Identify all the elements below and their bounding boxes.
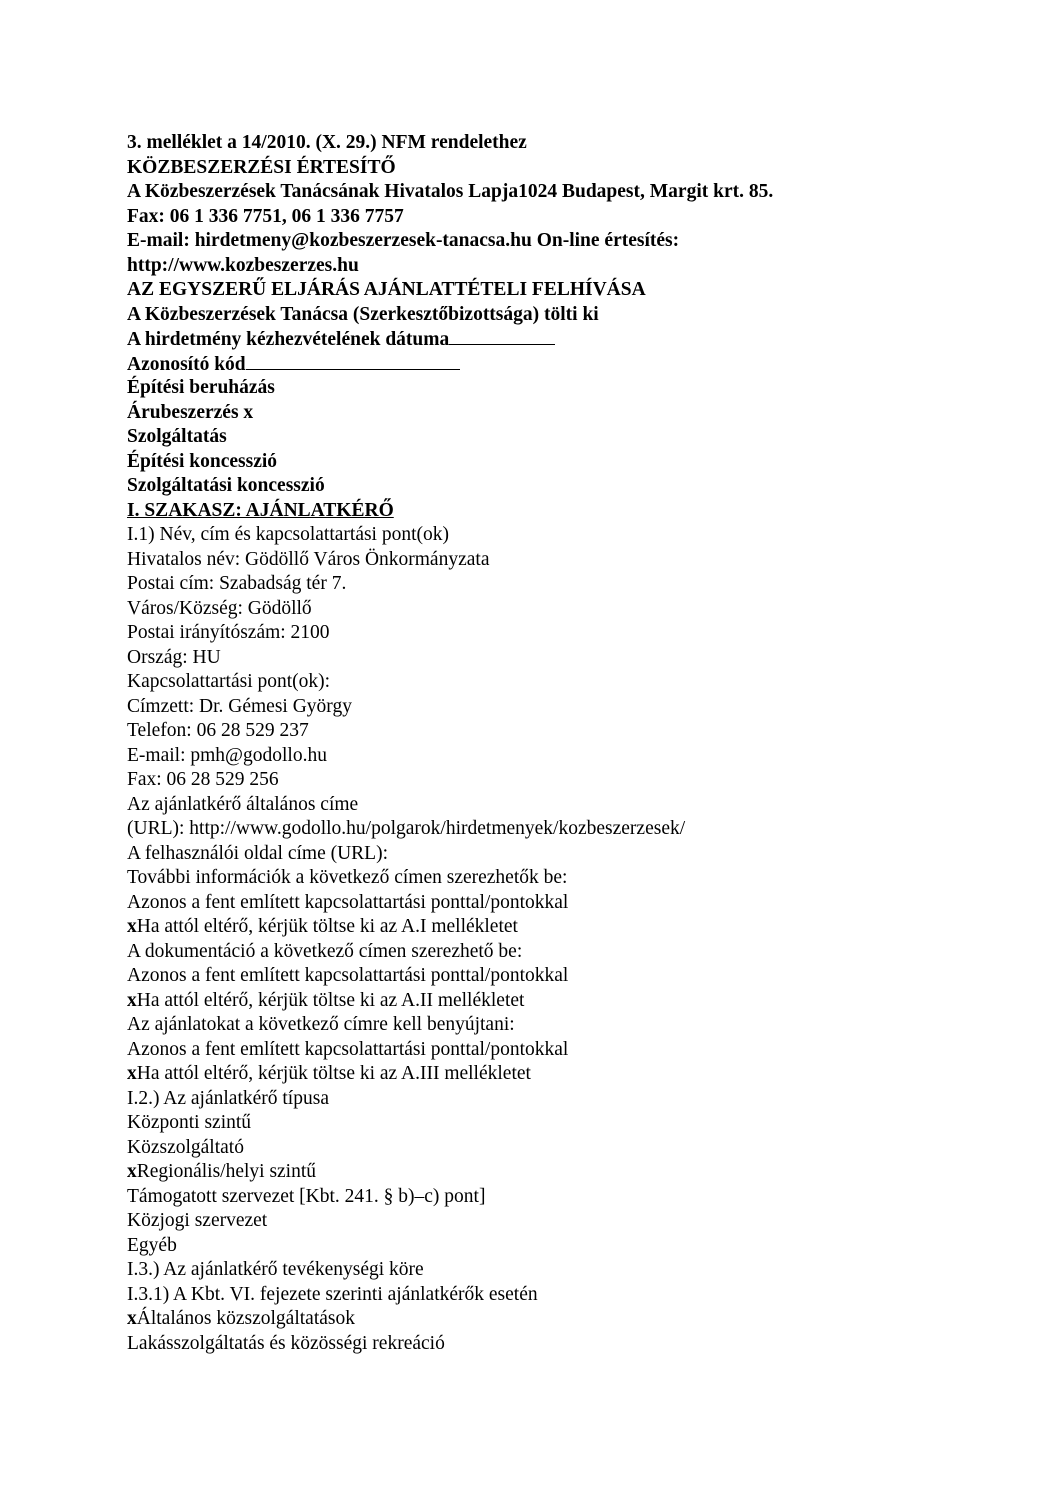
journal-fax: Fax: 06 1 336 7751, 06 1 336 7757 xyxy=(127,205,404,227)
section-line: Azonos a fent említett kapcsolattartási ponttal/pontokkal xyxy=(127,891,569,913)
type-option-label: Regionális/helyi szintű xyxy=(136,1161,317,1182)
type-option: Egyéb xyxy=(127,1234,177,1256)
section-line: Ország: HU xyxy=(127,646,221,668)
procurement-type: Szolgáltatási koncesszió xyxy=(127,475,325,496)
type-option: Központi szintű xyxy=(127,1112,252,1133)
type-option: Támogatott szervezet [Kbt. 241. § b)–c) pont] xyxy=(127,1185,486,1207)
notice-title: AZ EGYSZERŰ ELJÁRÁS AJÁNLATTÉTELI FELHÍVÁSA xyxy=(127,279,646,300)
journal-website: http://www.kozbeszerzes.hu xyxy=(127,254,359,276)
journal-subtitle: A Közbeszerzések Tanácsának Hivatalos Lapja1024 Budapest, Margit krt. 85. xyxy=(127,181,774,202)
id-code-row xyxy=(127,352,1007,377)
id-code-blank xyxy=(246,352,460,370)
section-line: Azonos a fent említett kapcsolattartási ponttal/pontokkal xyxy=(127,1038,569,1060)
journal-email: E-mail: hirdetmeny@kozbeszerzesek-tanacsa.hu On-line értesítés: xyxy=(127,230,680,251)
section-line: Azonos a fent említett kapcsolattartási ponttal/pontokkal xyxy=(127,965,569,986)
id-code-label: Azonosító kód xyxy=(127,353,246,375)
submit-other-row xyxy=(127,1062,1007,1087)
info-other-label: Ha attól eltérő, kérjük töltse ki az A.I mellékletet xyxy=(136,916,518,937)
section-line: Címzett: Dr. Gémesi György xyxy=(127,695,352,717)
receipt-date-blank xyxy=(449,327,555,345)
section-line: Az ajánlatokat a következő címre kell benyújtani: xyxy=(127,1014,515,1035)
doc-other-label: Ha attól eltérő, kérjük töltse ki az A.II mellékletet xyxy=(136,989,525,1011)
section-line: A felhasználói oldal címe (URL): xyxy=(127,842,389,864)
journal-title: KÖZBESZERZÉSI ÉRTESÍTŐ xyxy=(127,156,396,178)
section-1-heading: I. SZAKASZ: AJÁNLATKÉRŐ xyxy=(127,499,394,521)
section-line: Telefon: 06 28 529 237 xyxy=(127,720,309,741)
section-line: I.1) Név, cím és kapcsolattartási pont(ok) xyxy=(127,524,450,545)
activity-option: Lakásszolgáltatás és közösségi rekreáció xyxy=(127,1332,445,1354)
section-line: E-mail: pmh@godollo.hu xyxy=(127,744,327,766)
type-option: Közjogi szervezet xyxy=(127,1210,268,1231)
section-line: Város/Község: Gödöllő xyxy=(127,597,312,619)
type-heading: I.2.) Az ajánlatkérő típusa xyxy=(127,1087,329,1109)
type-option-selected xyxy=(127,1160,1007,1185)
section-line: Hivatalos név: Gödöllő Város Önkormányzata xyxy=(127,548,490,570)
checked-mark: x xyxy=(127,1161,137,1182)
receipt-date-label: A hirdetmény kézhezvételének dátuma xyxy=(127,329,450,350)
annex-reference: 3. melléklet a 14/2010. (X. 29.) NFM rendelethez xyxy=(127,132,527,153)
info-other-row xyxy=(127,915,1007,940)
section-line: A dokumentáció a következő címen szerezhető be: xyxy=(127,940,523,962)
section-line: További információk a következő címen szerezhetők be: xyxy=(127,867,568,888)
procurement-type: Építési koncesszió xyxy=(127,450,278,472)
receipt-date-row xyxy=(127,327,1007,352)
activity-option-selected xyxy=(127,1307,1007,1332)
procurement-type: Árubeszerzés x xyxy=(127,401,254,423)
activity-option-label: Általános közszolgáltatások xyxy=(136,1308,355,1329)
filled-by-note: A Közbeszerzések Tanácsa (Szerkesztőbizottsága) tölti ki xyxy=(127,303,599,325)
procurement-type: Építési beruházás xyxy=(127,377,275,398)
activity-subheading: I.3.1) A Kbt. VI. fejezete szerinti ajánlatkérők esetén xyxy=(127,1283,538,1305)
submit-other-label: Ha attól eltérő, kérjük töltse ki az A.III mellékletet xyxy=(136,1063,531,1084)
checked-mark: x xyxy=(127,916,137,937)
section-line: Postai irányítószám: 2100 xyxy=(127,622,330,643)
type-option: Közszolgáltató xyxy=(127,1136,244,1158)
procurement-type: Szolgáltatás xyxy=(127,426,227,447)
document-page xyxy=(127,131,1007,1356)
checked-mark: x xyxy=(127,989,137,1011)
doc-other-row xyxy=(127,989,1007,1014)
checked-mark: x xyxy=(127,1063,137,1084)
section-line: Fax: 06 28 529 256 xyxy=(127,769,279,790)
section-line: Az ajánlatkérő általános címe xyxy=(127,793,359,815)
activity-heading: I.3.) Az ajánlatkérő tevékenységi köre xyxy=(127,1259,424,1280)
checked-mark: x xyxy=(127,1308,137,1329)
section-line: Postai cím: Szabadság tér 7. xyxy=(127,573,347,594)
section-line: (URL): http://www.godollo.hu/polgarok/hirdetmenyek/kozbeszerzesek/ xyxy=(127,818,686,839)
section-line: Kapcsolattartási pont(ok): xyxy=(127,671,331,692)
